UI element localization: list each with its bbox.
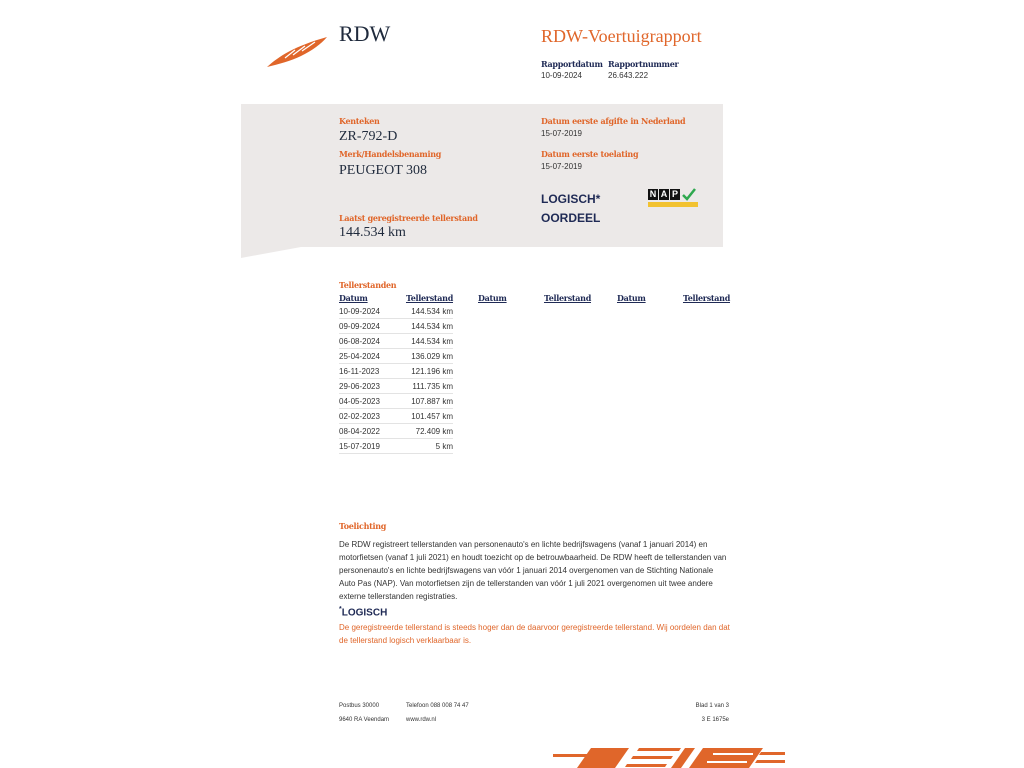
odometer-reading: 144.534 km	[392, 319, 453, 334]
rdw-logo-feather-icon	[265, 34, 331, 70]
col-date: Datum	[617, 293, 646, 303]
verdict-line-1: LOGISCH*	[541, 192, 601, 206]
table-row	[339, 349, 453, 364]
table-row	[339, 439, 453, 454]
footer-code: 3 E 1675e	[701, 717, 729, 723]
verdict-line-2: OORDEEL	[541, 211, 601, 225]
odometer-date: 08-04-2022	[339, 424, 392, 439]
odometer-reading: 101.457 km	[392, 409, 453, 424]
odometer-date: 04-05-2023	[339, 394, 392, 409]
nap-check-icon	[682, 188, 696, 201]
odometer-section-title: Tellerstanden	[339, 280, 397, 290]
report-number: 26.643.222	[608, 71, 649, 80]
footer-page: Blad 1 van 3	[695, 703, 729, 709]
panel-tab-shape	[241, 247, 301, 258]
table-row	[339, 319, 453, 334]
odometer-reading: 72.409 km	[392, 424, 453, 439]
odometer-reading: 111.735 km	[392, 379, 453, 394]
table-row	[339, 379, 453, 394]
odometer-date: 15-07-2019	[339, 439, 392, 454]
odometer-date: 02-02-2023	[339, 409, 392, 424]
odometer-date: 16-11-2023	[339, 364, 392, 379]
verdict-title: LOGISCH	[341, 607, 388, 619]
col-reading: Tellerstand	[543, 293, 591, 303]
explanation-title: Toelichting	[339, 521, 387, 531]
last-odometer-label: Laatst geregistreerde tellerstand	[339, 213, 478, 223]
odometer-reading: 144.534 km	[392, 304, 453, 319]
odometer-reading: 121.196 km	[392, 364, 453, 379]
first-nl-registration-label: Datum eerste afgifte in Nederland	[541, 116, 686, 126]
report-date-label: Rapportdatum	[541, 59, 603, 69]
nap-letter-n: N	[649, 189, 657, 199]
plate-value: ZR-792-D	[339, 129, 398, 144]
col-date: Datum	[339, 293, 368, 303]
odometer-table-column-3	[617, 292, 730, 304]
col-reading: Tellerstand	[405, 293, 453, 303]
odometer-date: 06-08-2024	[339, 334, 392, 349]
first-nl-registration-date: 15-07-2019	[541, 129, 582, 138]
col-date: Datum	[478, 293, 507, 303]
report-number-label: Rapportnummer	[608, 59, 679, 69]
table-row	[339, 409, 453, 424]
report-date: 10-09-2024	[541, 71, 582, 80]
odometer-date: 10-09-2024	[339, 304, 392, 319]
col-reading: Tellerstand	[682, 293, 730, 303]
nap-letter-a: A	[660, 189, 668, 199]
footer-phone: Telefoon 088 008 74 47	[406, 703, 469, 709]
verdict-heading	[339, 606, 387, 618]
table-row	[339, 394, 453, 409]
nap-letter-p: P	[671, 189, 678, 199]
odometer-reading: 107.887 km	[392, 394, 453, 409]
odometer-reading: 5 km	[392, 439, 453, 454]
table-row	[339, 334, 453, 349]
table-row	[339, 424, 453, 439]
odometer-date: 29-06-2023	[339, 379, 392, 394]
odometer-reading: 144.534 km	[392, 334, 453, 349]
make-label: Merk/Handelsbenaming	[339, 149, 442, 159]
last-odometer-value: 144.534 km	[339, 225, 406, 240]
report-title: RDW-Voertuigrapport	[541, 26, 702, 46]
decorative-stripes-graphic	[553, 744, 785, 768]
odometer-reading: 136.029 km	[392, 349, 453, 364]
odometer-table	[339, 292, 453, 454]
odometer-table-column-2	[478, 292, 591, 304]
table-row	[339, 304, 453, 319]
plate-label: Kenteken	[339, 116, 380, 126]
make-value: PEUGEOT 308	[339, 163, 428, 178]
verdict-star: *	[339, 606, 342, 613]
table-row	[339, 364, 453, 379]
footer-po-box: Postbus 30000	[339, 703, 380, 709]
org-name: RDW	[339, 21, 391, 46]
first-admission-date: 15-07-2019	[541, 162, 582, 171]
first-admission-label: Datum eerste toelating	[541, 149, 639, 159]
odometer-date: 09-09-2024	[339, 319, 392, 334]
footer-website: www.rdw.nl	[406, 717, 437, 723]
verdict-body: De geregistreerde tellerstand is steeds hoger dan de daarvoor geregistreerde tellerstand. Wij oordelen dan dat de tellerstand logisch verklaarbaar is.	[339, 623, 730, 645]
footer-postal-city: 9640 RA Veendam	[339, 717, 390, 723]
nap-logo	[648, 189, 698, 208]
odometer-date: 25-04-2024	[339, 349, 392, 364]
explanation-body: De RDW registreert tellerstanden van personenauto's en lichte bedrijfswagens (vanaf 1 januari 2014) en motorfietsen (vanaf 1 juli 2021) en houdt toezicht op de betrouwbaarheid. De RDW heeft de tellerstanden van personenauto's en lichte bedrijfswagens van vóór 1 januari 2014 overgenomen van de Stichting Nationale Auto Pas (NAP). Van motorfietsen zijn de tellerstanden van vóór 1 juli 2021 overgenomen uit twee andere externe tellerstanden registraties.	[339, 540, 727, 601]
